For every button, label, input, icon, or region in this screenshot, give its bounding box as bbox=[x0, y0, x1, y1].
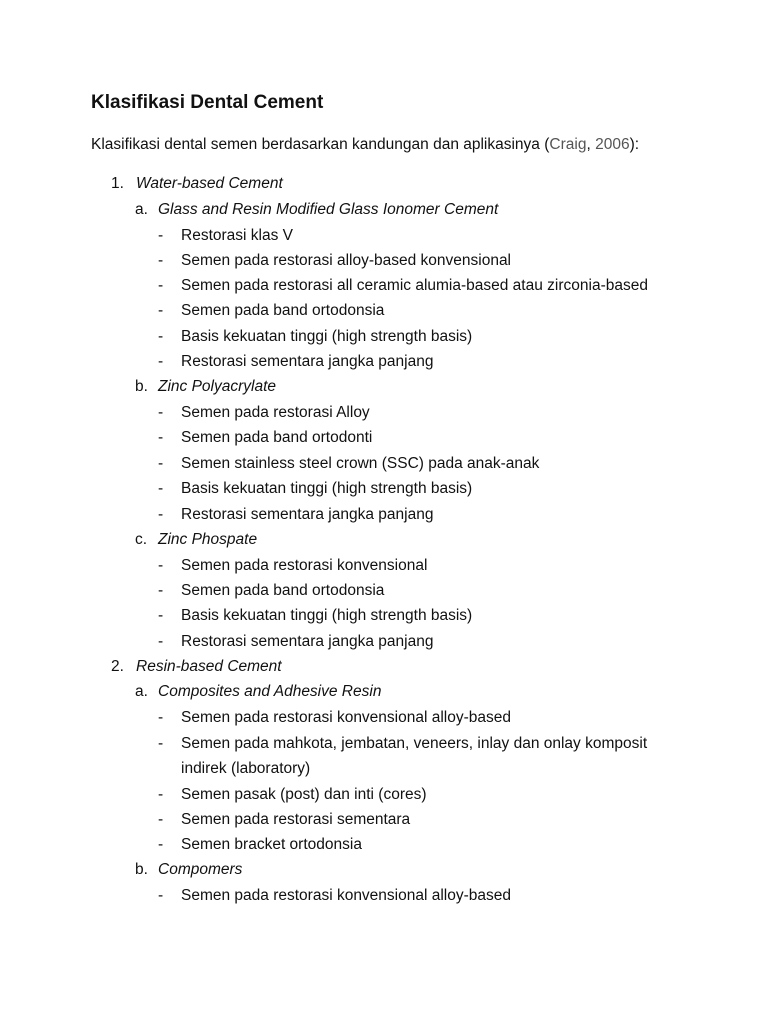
section-label: Resin-based Cement bbox=[136, 658, 282, 675]
item-text: Semen pada restorasi all ceramic alumia-based atau zirconia-based bbox=[181, 277, 648, 294]
group-label: Composites and Adhesive Resin bbox=[158, 683, 382, 700]
dash-bullet: - bbox=[158, 252, 164, 269]
item-text: Semen pada restorasi konvensional bbox=[181, 557, 428, 574]
item-text: Semen pada restorasi sementara bbox=[181, 811, 411, 828]
item-text: Semen bracket ortodonsia bbox=[181, 836, 362, 853]
item-text: Semen stainless steel crown (SSC) pada anak-anak bbox=[181, 455, 540, 472]
item-text: Restorasi sementara jangka panjang bbox=[181, 353, 434, 370]
group-label: Glass and Resin Modified Glass Ionomer Cement bbox=[158, 201, 499, 218]
dash-bullet: - bbox=[158, 429, 164, 446]
list-number: 2. bbox=[111, 658, 124, 675]
dash-bullet: - bbox=[158, 480, 164, 497]
item-text: Restorasi klas V bbox=[181, 227, 293, 244]
dash-bullet: - bbox=[158, 455, 164, 472]
item-text: Semen pada mahkota, jembatan, veneers, inlay dan onlay komposit bbox=[181, 735, 648, 752]
list-letter: a. bbox=[135, 201, 148, 218]
item-text: Semen pada restorasi alloy-based konvensional bbox=[181, 252, 512, 269]
page-title: Klasifikasi Dental Cement bbox=[91, 92, 324, 113]
dash-bullet: - bbox=[158, 277, 164, 294]
list-letter: b. bbox=[135, 861, 148, 878]
list-letter: a. bbox=[135, 683, 148, 700]
dash-bullet: - bbox=[158, 633, 164, 650]
dash-bullet: - bbox=[158, 404, 164, 421]
dash-bullet: - bbox=[158, 786, 164, 803]
item-text: Basis kekuatan tinggi (high strength basis) bbox=[181, 480, 473, 497]
item-text: Basis kekuatan tinggi (high strength basis) bbox=[181, 607, 473, 624]
list-number: 1. bbox=[111, 175, 124, 192]
group-label: Compomers bbox=[158, 861, 243, 878]
item-text: indirek (laboratory) bbox=[181, 760, 311, 777]
item-text: Semen pasak (post) dan inti (cores) bbox=[181, 786, 427, 803]
section-label: Water-based Cement bbox=[136, 175, 283, 192]
citation-author: Craig bbox=[549, 136, 587, 153]
dash-bullet: - bbox=[158, 353, 164, 370]
dash-bullet: - bbox=[158, 811, 164, 828]
intro-close: ): bbox=[629, 136, 640, 153]
group-label: Zinc Phospate bbox=[158, 531, 258, 548]
dash-bullet: - bbox=[158, 607, 164, 624]
dash-bullet: - bbox=[158, 735, 164, 752]
item-text: Restorasi sementara jangka panjang bbox=[181, 506, 434, 523]
citation-separator: , bbox=[586, 136, 596, 153]
item-text: Semen pada restorasi Alloy bbox=[181, 404, 370, 421]
dash-bullet: - bbox=[158, 582, 164, 599]
intro-text: Klasifikasi dental semen berdasarkan kandungan dan aplikasinya ( bbox=[91, 136, 550, 153]
dash-bullet: - bbox=[158, 302, 164, 319]
item-text: Semen pada restorasi konvensional alloy-based bbox=[181, 887, 512, 904]
dash-bullet: - bbox=[158, 557, 164, 574]
item-text: Semen pada band ortodonsia bbox=[181, 302, 385, 319]
dash-bullet: - bbox=[158, 709, 164, 726]
item-text: Restorasi sementara jangka panjang bbox=[181, 633, 434, 650]
item-text: Basis kekuatan tinggi (high strength basis) bbox=[181, 328, 473, 345]
intro-paragraph bbox=[91, 136, 639, 154]
item-text: Semen pada band ortodonsia bbox=[181, 582, 385, 599]
list-letter: b. bbox=[135, 378, 148, 395]
group-label: Zinc Polyacrylate bbox=[158, 378, 277, 395]
dash-bullet: - bbox=[158, 227, 164, 244]
list-letter: c. bbox=[135, 531, 148, 548]
dash-bullet: - bbox=[158, 328, 164, 345]
dash-bullet: - bbox=[158, 836, 164, 853]
item-text: Semen pada band ortodonti bbox=[181, 429, 373, 446]
dash-bullet: - bbox=[158, 506, 164, 523]
item-text: Semen pada restorasi konvensional alloy-based bbox=[181, 709, 512, 726]
dash-bullet: - bbox=[158, 887, 164, 904]
citation-year: 2006 bbox=[595, 136, 630, 153]
